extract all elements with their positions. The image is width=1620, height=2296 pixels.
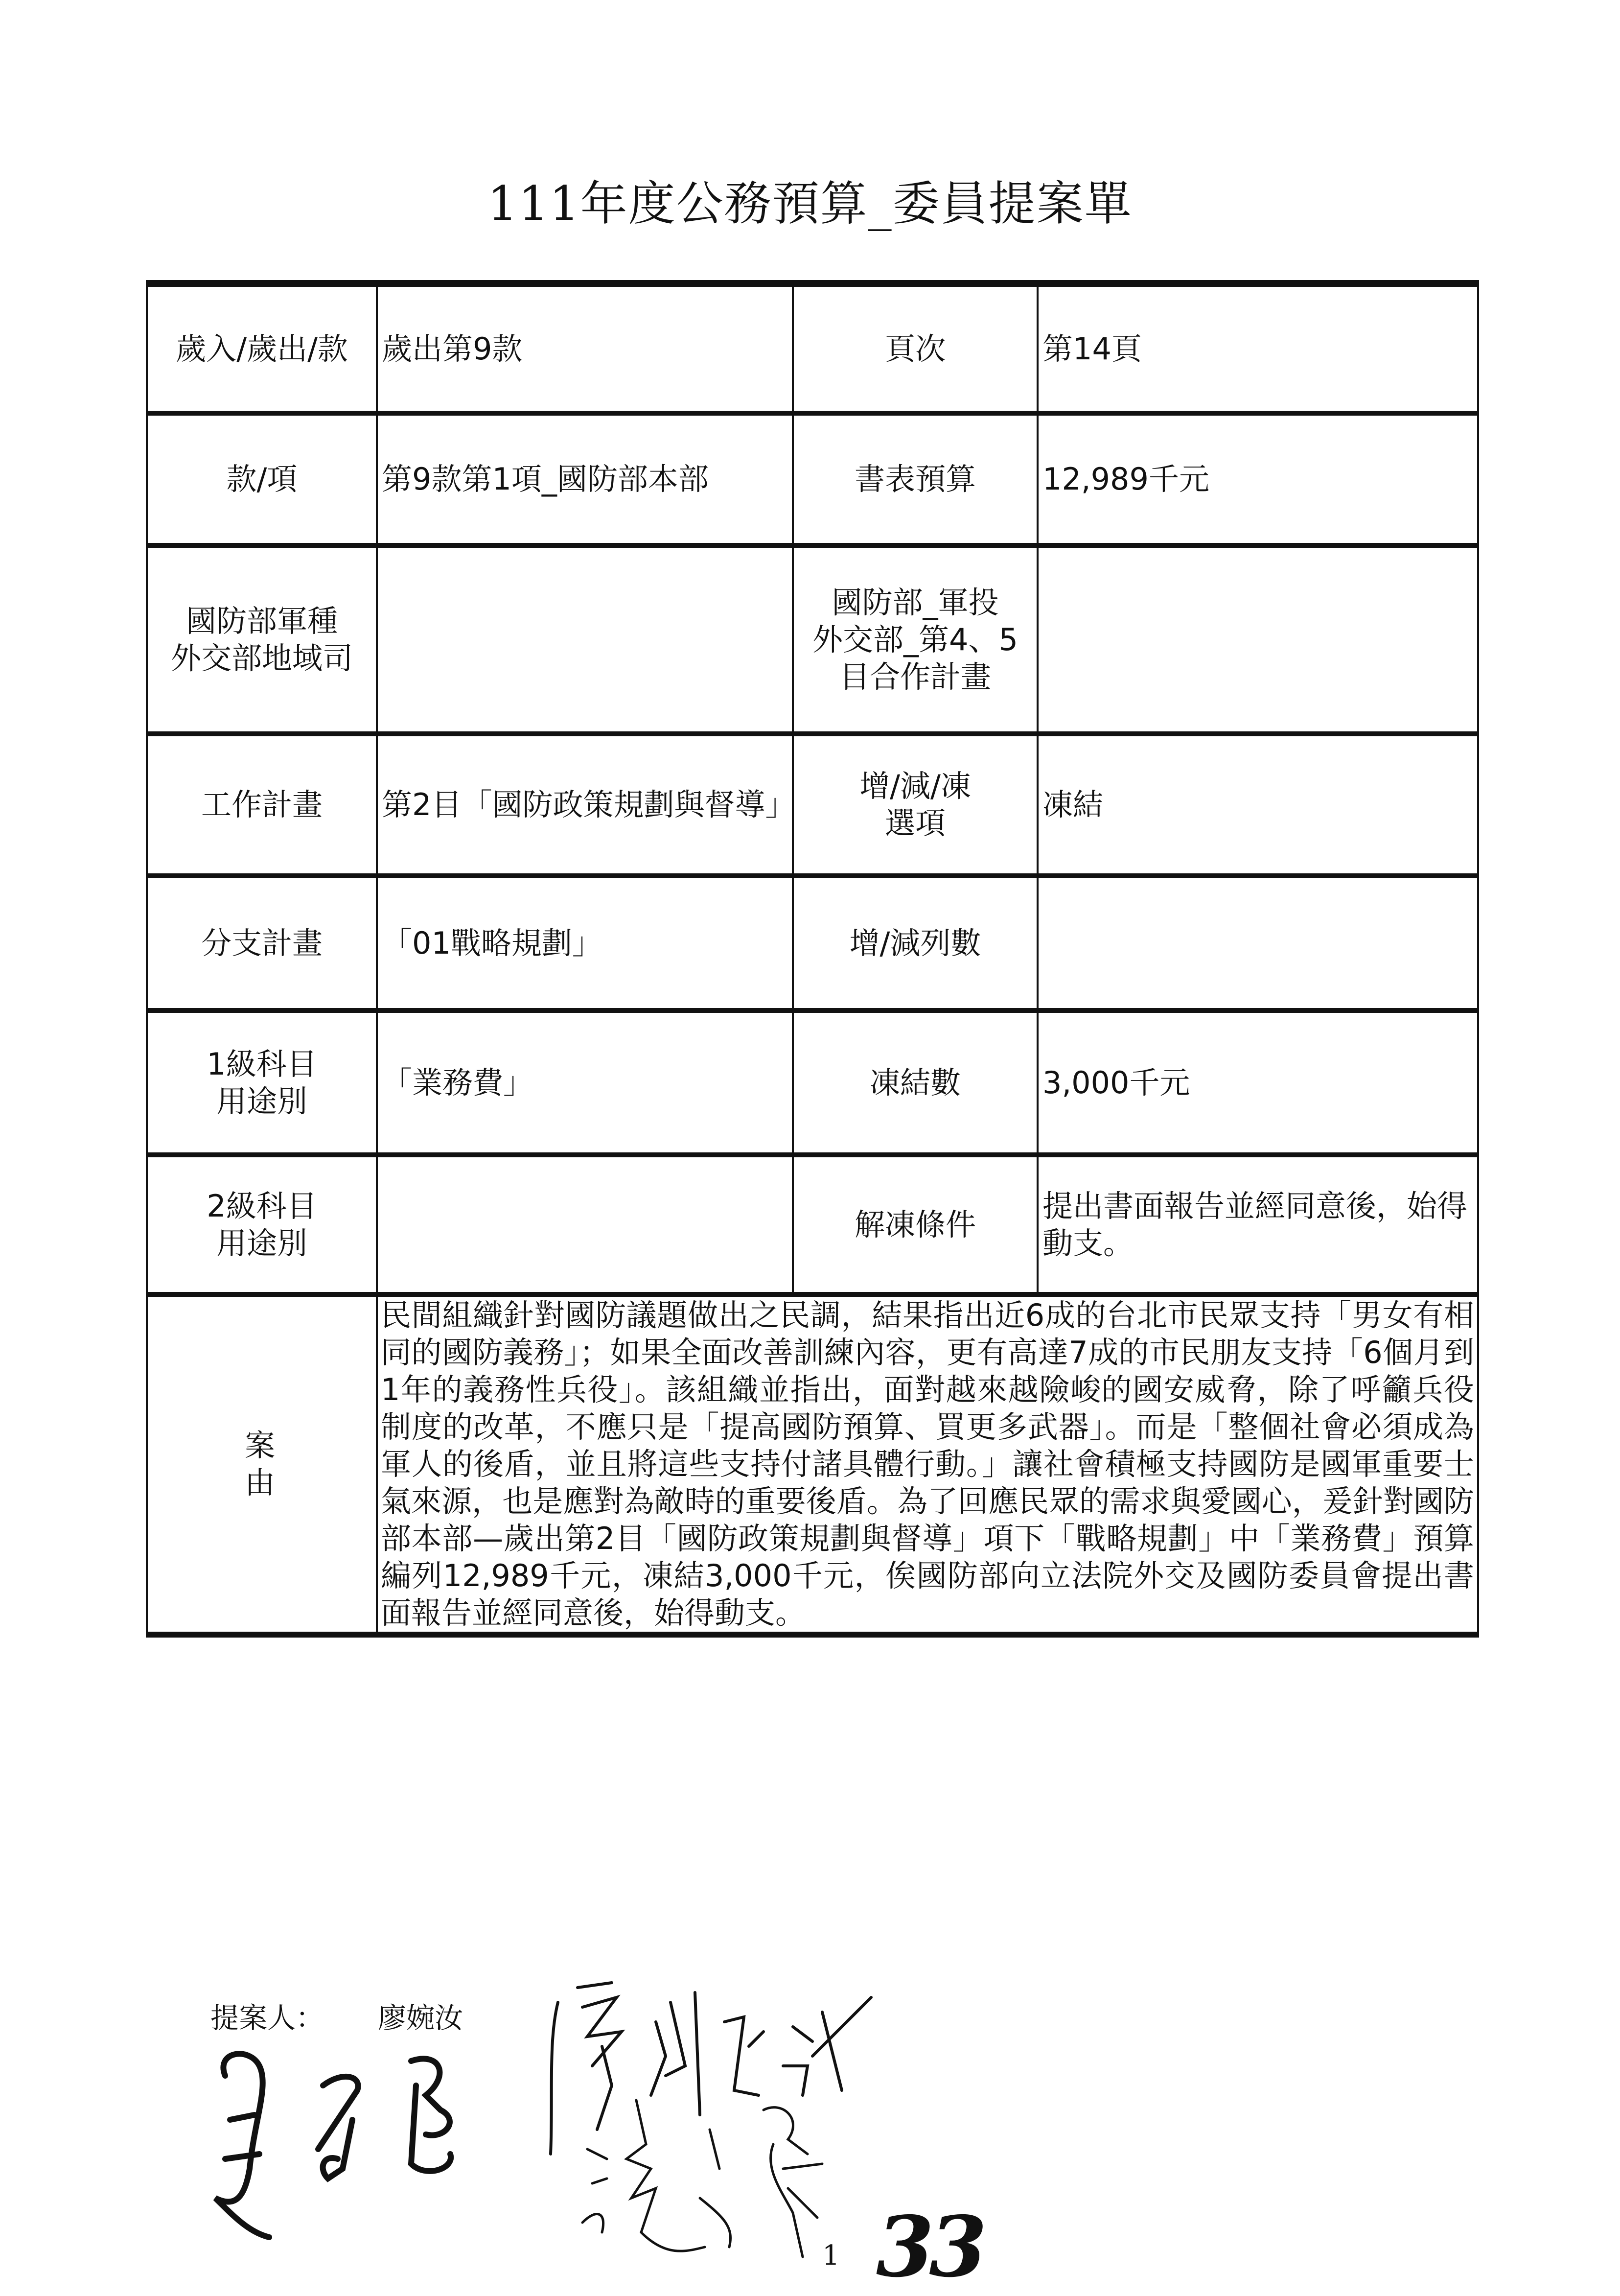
proposer-name: 廖婉汝	[378, 2001, 463, 2035]
handwritten-signature-2	[196, 2022, 529, 2257]
form-row	[147, 876, 1478, 1010]
form-row	[147, 1155, 1478, 1294]
field-value: 12,989千元	[1038, 413, 1478, 545]
proposer-label: 提案人：	[210, 2001, 324, 2035]
handwritten-signature-3	[578, 2071, 896, 2267]
field-label: 工作計畫	[147, 734, 377, 876]
field-value	[1038, 545, 1478, 734]
reason-row	[147, 1294, 1478, 1635]
page-number: 1	[822, 2240, 840, 2272]
field-value	[1038, 876, 1478, 1010]
field-label: 增/減/凍 選項	[793, 734, 1038, 876]
form-row	[147, 283, 1478, 413]
proposal-form-table	[146, 280, 1479, 1638]
field-label: 凍結數	[793, 1010, 1038, 1155]
field-label: 1級科目 用途別	[147, 1010, 377, 1155]
field-value	[377, 545, 793, 734]
handwritten-page-number: 33	[876, 2198, 982, 2296]
field-value	[377, 1155, 793, 1294]
field-label: 國防部_軍投 外交部_第4、5 目合作計畫	[793, 545, 1038, 734]
document-title: 111年度公務預算_委員提案單	[487, 176, 1133, 231]
field-value: 第14頁	[1038, 283, 1478, 413]
field-value: 凍結	[1038, 734, 1478, 876]
reason-text: 民間組織針對國防議題做出之民調，結果指出近6成的台北市民眾支持「男女有相同的國防義務」；如果全面改善訓練內容，更有高達7成的市民朋友支持「6個月到1年的義務性兵役」。該組織並指出，面對越來越險峻的國安威脅，除了呼籲兵役制度的改革，不應只是「提高國防預算、買更多武器」。而是「整個社會必須成為軍人的後盾，並且將這些支持付諸具體行動。」讓社會積極支持國防是國軍重要士氣來源，也是應對為敵時的重要後盾。為了回應民眾的需求與愛國心，爰針對國防部本部—歲出第2目「國防政策規劃與督導」項下「戰略規劃」中「業務費」預算編列12,989千元，凍結3,000千元，俟國防部向立法院外交及國防委員會提出書面報告並經同意後，始得動支。	[377, 1294, 1478, 1635]
form-row	[147, 545, 1478, 734]
field-label: 書表預算	[793, 413, 1038, 545]
field-label: 國防部軍種 外交部地域司	[147, 545, 377, 734]
field-value: 第9款第1項_國防部本部	[377, 413, 793, 545]
form-row	[147, 734, 1478, 876]
field-label: 增/減列數	[793, 876, 1038, 1010]
field-label: 2級科目 用途別	[147, 1155, 377, 1294]
form-row	[147, 1010, 1478, 1155]
field-value: 「01戰略規劃」	[377, 876, 793, 1010]
reason-label: 案由	[147, 1294, 377, 1635]
field-label: 分支計畫	[147, 876, 377, 1010]
field-label: 解凍條件	[793, 1155, 1038, 1294]
field-value: 歲出第9款	[377, 283, 793, 413]
field-label: 頁次	[793, 283, 1038, 413]
field-value: 提出書面報告並經同意後，始得動支。	[1038, 1155, 1478, 1294]
form-row	[147, 413, 1478, 545]
field-value: 「業務費」	[377, 1010, 793, 1155]
field-value: 3,000千元	[1038, 1010, 1478, 1155]
field-value: 第2目「國防政策規劃與督導」	[377, 734, 793, 876]
field-label: 款/項	[147, 413, 377, 545]
field-label: 歲入/歲出/款	[147, 283, 377, 413]
